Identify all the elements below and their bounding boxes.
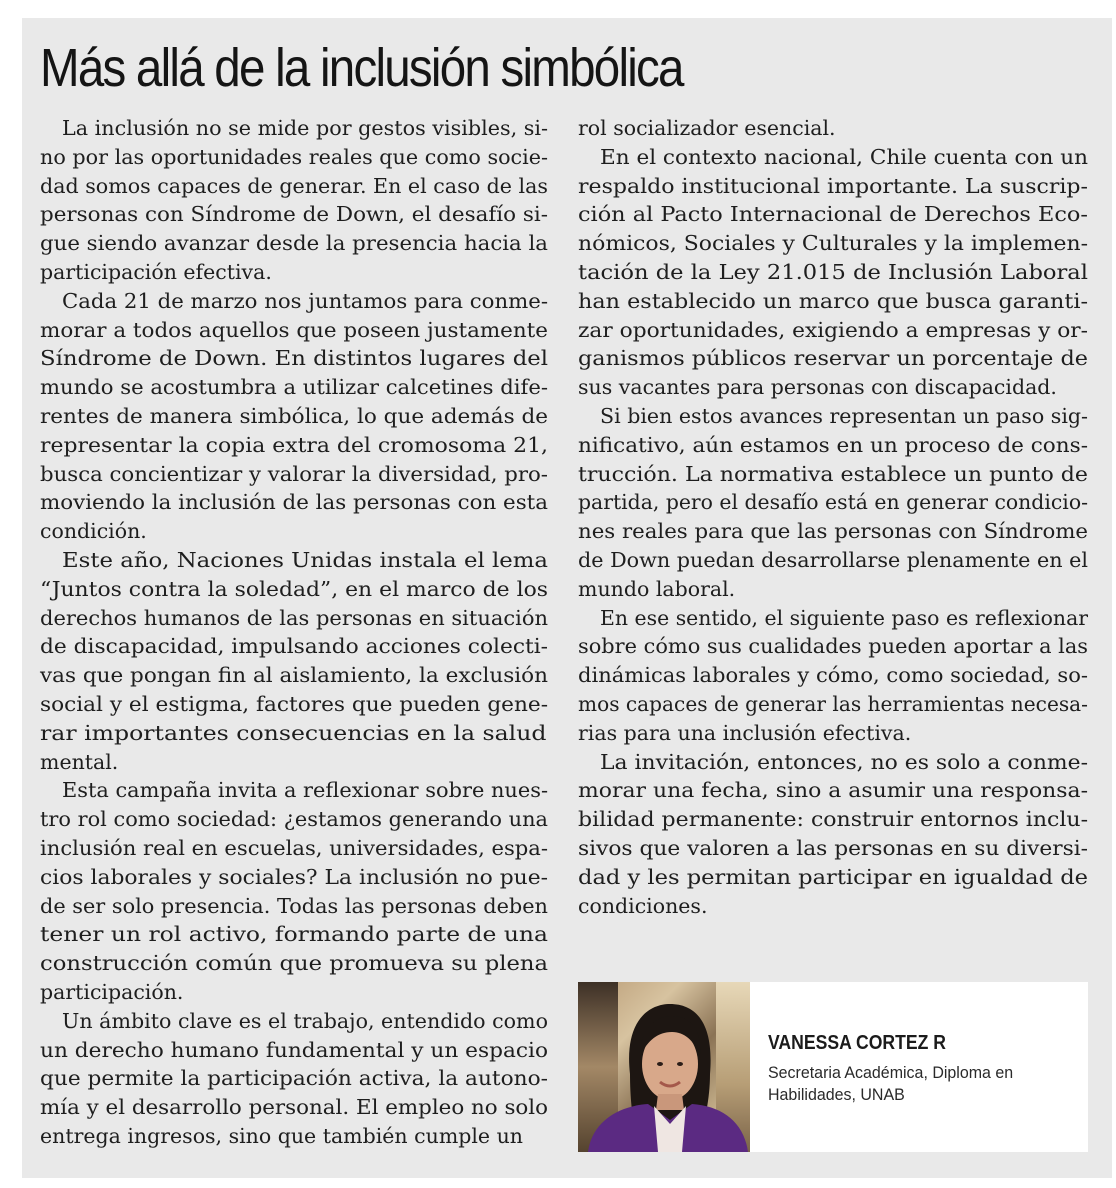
article-paragraph (40, 114, 548, 287)
article-line: dinámicas laborales y cómo, como sociedad, so- (578, 663, 1088, 688)
author-role-line: Habilidades, UNAB (768, 1085, 905, 1104)
article-line: Si bien estos avances representan un paso sig- (600, 403, 1089, 428)
article-line: de discapacidad, impulsando acciones colecti- (40, 634, 549, 659)
article-line: La invitación, entonces, no es solo a conme- (600, 749, 1088, 774)
article-line: social y el estigma, factores que pueden gene- (40, 691, 549, 716)
article-line: trucción. La normativa establece un punto de (578, 461, 1089, 486)
author-photo (578, 982, 750, 1152)
article-line: mental. (40, 749, 119, 774)
right-text-column (578, 114, 1088, 920)
article-line: participación. (40, 979, 184, 1004)
article-line: Un ámbito clave es el trabajo, entendido como (62, 1008, 548, 1033)
article-line: nes reales para que las personas con Síndrome (578, 519, 1089, 544)
article-line: tro rol como sociedad: ¿estamos generando una (40, 807, 549, 832)
article-paragraph (578, 402, 1088, 604)
article-line: mundo se acostumbra a utilizar calcetines dife- (40, 375, 548, 400)
author-role (768, 1062, 1069, 1106)
article-line: rias para una inclusión efectiva. (578, 720, 912, 745)
article-line: sivos que valoren a las personas en su diversi- (578, 835, 1089, 860)
author-portrait (578, 982, 750, 1152)
article-line: construcción común que promueva su plena (40, 951, 549, 976)
article-line: moviendo la inclusión de las personas con esta (40, 490, 549, 515)
article-line: tener un rol activo, formando parte de una (40, 922, 548, 947)
article-line: personas con Síndrome de Down, el desafío si- (40, 202, 549, 227)
article-line: vas que pongan fin al aislamiento, la exclusión (40, 663, 548, 688)
article-line: busca concientizar y valorar la diversidad, pro- (40, 461, 548, 486)
article-line: de ser solo presencia. Todas las personas deben (40, 893, 548, 918)
article-paragraph (40, 776, 548, 1006)
article-line: respaldo institucional importante. La suscrip- (578, 173, 1088, 198)
left-text-column (40, 114, 548, 1151)
article-line: condición. (40, 519, 147, 544)
article-line: rar importantes consecuencias en la salud (40, 720, 547, 745)
article-line: ganismos públicos reservar un porcentaje de (578, 346, 1088, 371)
article-line: bilidad permanente: construir entornos inclu- (578, 807, 1089, 832)
article-line: inclusión real en escuelas, universidades, espa- (40, 835, 549, 860)
article-line: de Down puedan desarrollarse plenamente en el (578, 547, 1089, 572)
article-line: derechos humanos de las personas en situación (40, 605, 549, 630)
author-box (578, 982, 1088, 1152)
article-line: ción al Pacto Internacional de Derechos Eco- (578, 202, 1088, 227)
article-paragraph (578, 604, 1088, 748)
article-line: sus vacantes para personas con discapacidad. (578, 375, 1057, 400)
article-paragraph (578, 143, 1088, 402)
article-line: mundo laboral. (578, 576, 736, 601)
article-line: no por las oportunidades reales que como socie- (40, 144, 549, 169)
article-line: Este año, Naciones Unidas instala el lema (62, 547, 549, 572)
article-line: representar la copia extra del cromosoma 21, (40, 432, 549, 457)
article-line: morar una fecha, sino a asumir una responsa- (578, 778, 1089, 803)
article-line: un derecho humano fundamental y un espacio (40, 1037, 548, 1062)
author-role-line: Secretaria Académica, Diploma en (768, 1063, 1014, 1082)
article-paragraph (40, 287, 548, 546)
article-line: “Juntos contra la soledad”, en el marco de los (40, 576, 548, 601)
article-paragraph (40, 546, 548, 776)
article-line: En ese sentido, el siguiente paso es reflexionar (600, 605, 1089, 630)
article-line: nificativo, aún estamos en un proceso de cons- (578, 432, 1088, 457)
article-line: condiciones. (578, 893, 708, 918)
article-line: morar a todos aquellos que poseen justamente (40, 317, 548, 342)
author-name: VANESSA CORTEZ R (768, 1032, 946, 1054)
article-line: En el contexto nacional, Chile cuenta con un (600, 144, 1088, 169)
article-line: mía y el desarrollo personal. El empleo no solo (40, 1095, 549, 1120)
article-paragraph (578, 114, 1088, 143)
article-paragraph (578, 748, 1088, 921)
article-line: han establecido un marco que busca garanti- (578, 288, 1089, 313)
article-line: dad somos capaces de generar. En el caso de las (40, 173, 549, 198)
article-line: La inclusión no se mide por gestos visibles, si- (62, 116, 549, 140)
article-line: rentes de manera simbólica, lo que además de (40, 403, 549, 428)
article-line: participación efectiva. (40, 259, 272, 284)
article-line: Síndrome de Down. En distintos lugares del (40, 346, 549, 371)
article-headline: Más allá de la inclusión simbólica (40, 38, 683, 98)
article-line: gue siendo avanzar desde la presencia hacia la (40, 231, 548, 256)
article-line: tación de la Ley 21.015 de Inclusión Laboral (578, 259, 1088, 284)
article-line: partida, pero el desafío está en generar condicio- (578, 490, 1088, 515)
article-line: entrega ingresos, sino que también cumple un (40, 1123, 523, 1148)
article-line: cios laborales y sociales? La inclusión no pue- (40, 864, 549, 889)
article-line: Cada 21 de marzo nos juntamos para conme- (62, 288, 549, 313)
article-line: sobre cómo sus cualidades pueden aportar a las (578, 634, 1089, 659)
article-line: nómicos, Sociales y Culturales y la implemen- (578, 231, 1089, 256)
article-paragraph (40, 1007, 548, 1151)
article-line: Esta campaña invita a reflexionar sobre nues- (62, 778, 549, 803)
article-line: dad y les permitan participar en igualdad de (578, 864, 1089, 889)
article-line: que permite la participación activa, la autono- (40, 1066, 548, 1091)
article-line: mos capaces de generar las herramientas necesa- (578, 691, 1088, 716)
article-line: zar oportunidades, exigiendo a empresas y or- (578, 317, 1088, 342)
article-line: rol socializador esencial. (578, 116, 836, 140)
